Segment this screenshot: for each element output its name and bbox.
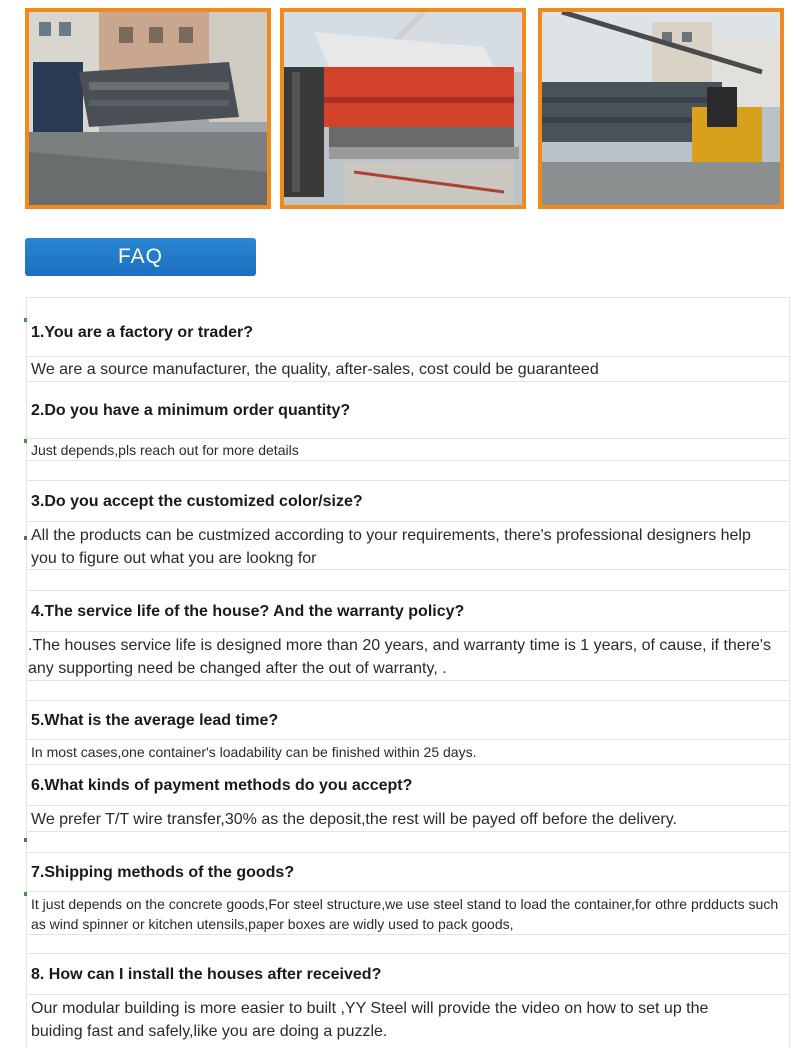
faq-question-2 xyxy=(27,381,789,439)
faq-question-1 xyxy=(27,297,789,357)
answer-text: We are a source manufacturer, the quality, after-sales, cost could be guaranteed xyxy=(31,360,599,378)
faq-answer-1 xyxy=(27,356,789,381)
faq-question-6 xyxy=(27,764,789,806)
faq-header-label: FAQ xyxy=(117,245,163,268)
answer-text: Our modular building is more easier to built ,YY Steel will provide the video on how to set up the buiding fast and safely,like you are doing a puzzle. xyxy=(31,1000,709,1040)
faq-answer-8 xyxy=(27,994,789,1047)
answer-text: It just depends on the concrete goods,For steel structure,we use steel stand to load the container,for othre prdducts such as wind spinner or kitchen utensils,paper boxes are widly used to pack goods, xyxy=(31,896,779,932)
answer-text: All the products can be custmized according to your requirements, there's professional designers help you to figure out what you are lookng for xyxy=(31,527,751,567)
question-text: 5.What is the average lead time? xyxy=(31,711,279,729)
faq-answer-3 xyxy=(27,521,789,570)
faq-answer-6 xyxy=(27,805,789,832)
faq-spacer xyxy=(27,831,789,853)
faq-answer-7 xyxy=(27,891,789,935)
photo-red-steel-frame-crane-lift xyxy=(280,8,526,209)
faq-header xyxy=(25,238,256,276)
faq-spacer xyxy=(27,934,789,954)
question-text: 4.The service life of the house? And the warranty policy? xyxy=(31,602,465,620)
faq-spacer xyxy=(27,460,789,481)
faq-table xyxy=(26,297,790,1047)
answer-text: Just depends,pls reach out for more details xyxy=(31,441,299,458)
question-text: 7.Shipping methods of the goods? xyxy=(31,863,295,881)
faq-spacer xyxy=(27,680,789,701)
answer-text: We prefer T/T wire transfer,30% as the deposit,the rest will be payed off before the delivery. xyxy=(31,810,677,828)
faq-answer-4 xyxy=(27,631,789,681)
question-text: 8. How can I install the houses after received? xyxy=(31,965,382,983)
faq-question-5 xyxy=(27,700,789,740)
question-text: 1.You are a factory or trader? xyxy=(31,323,253,341)
photo-steel-beams-loading-container xyxy=(25,8,271,209)
faq-question-8 xyxy=(27,953,789,995)
faq-question-7 xyxy=(27,852,789,892)
faq-answer-5 xyxy=(27,739,789,765)
question-text: 6.What kinds of payment methods do you accept? xyxy=(31,776,413,794)
answer-text: In most cases,one container's loadability can be finished within 25 days. xyxy=(31,744,477,760)
question-text: 3.Do you accept the customized color/size? xyxy=(31,492,363,510)
faq-question-3 xyxy=(27,480,789,522)
photo-steel-frame-forklift-loading xyxy=(538,8,784,209)
answer-text: .The houses service life is designed more than 20 years, and warranty time is 1 years, of cause, if there's any supporting need be changed after the out of warranty, . xyxy=(28,637,771,677)
faq-question-4 xyxy=(27,590,789,632)
faq-answer-2 xyxy=(27,438,789,461)
faq-spacer xyxy=(27,569,789,591)
question-text: 2.Do you have a minimum order quantity? xyxy=(31,401,351,419)
